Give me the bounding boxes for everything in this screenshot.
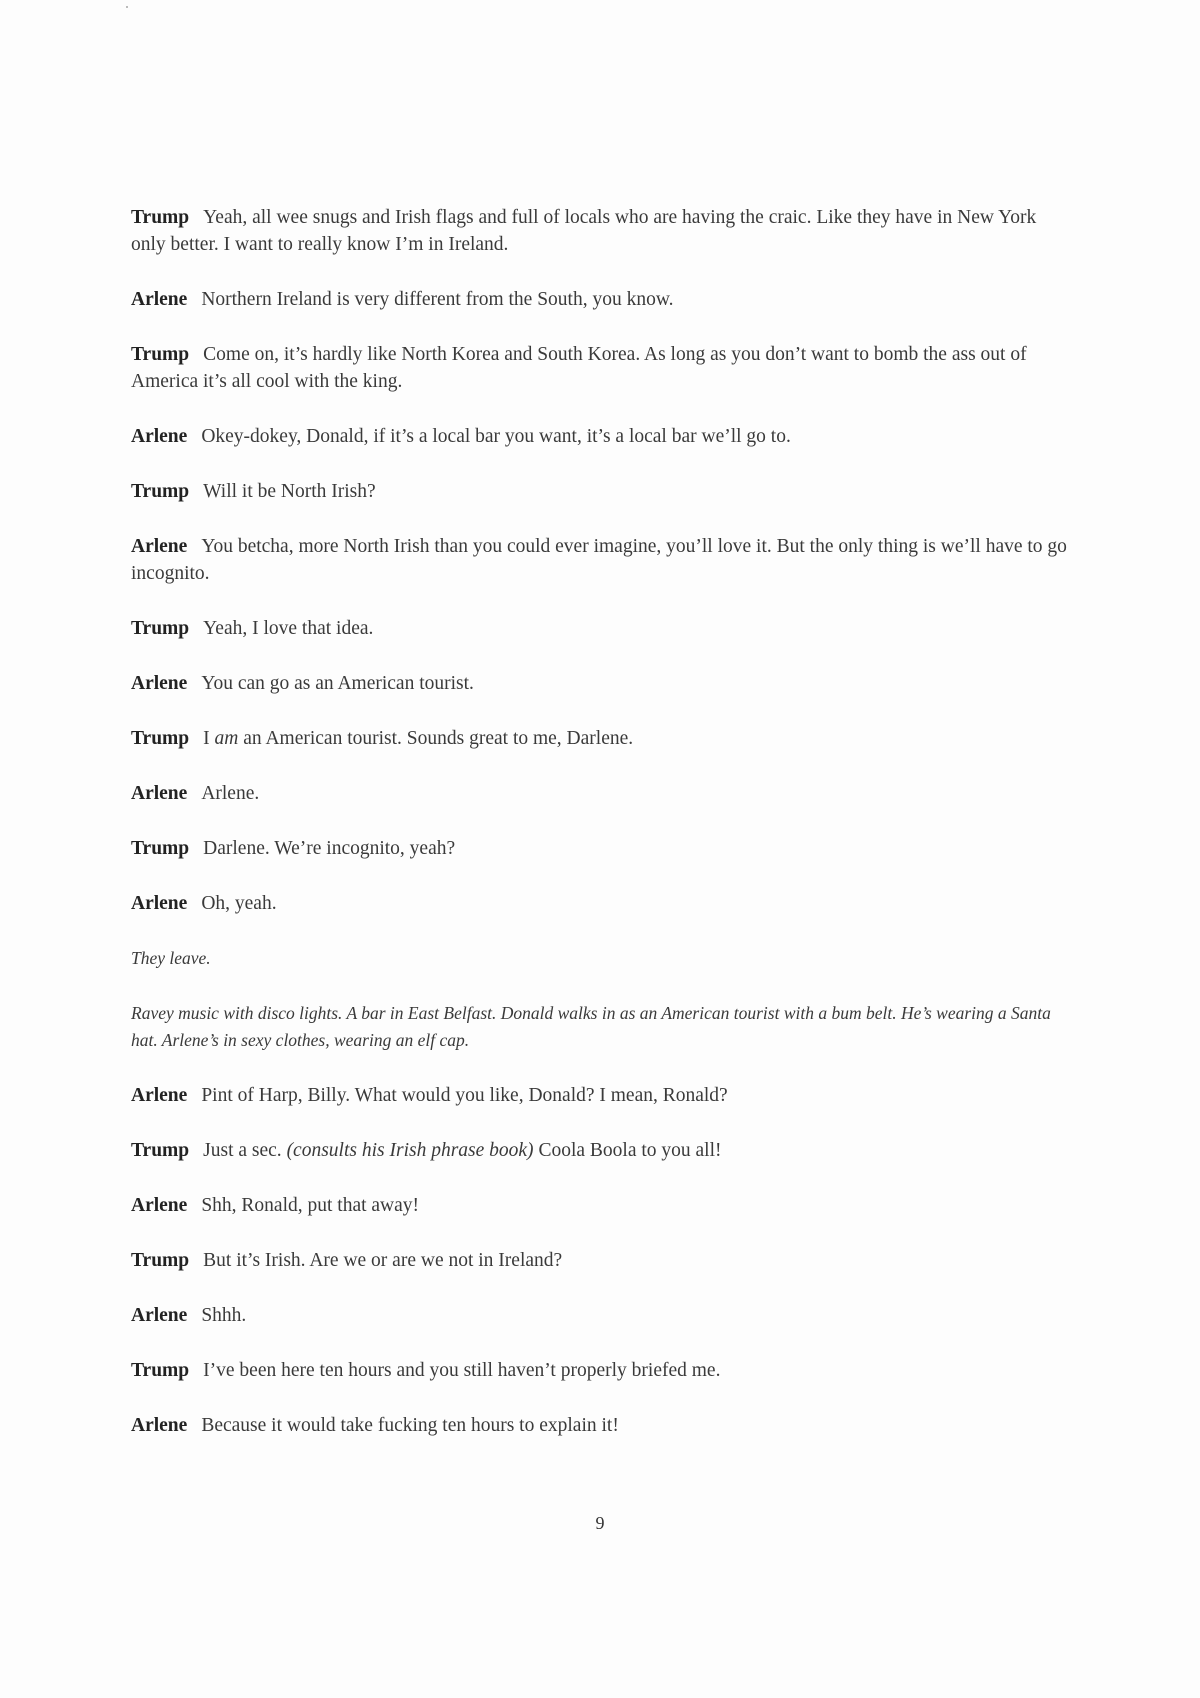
dialogue-text: Will it be North Irish? xyxy=(203,481,376,502)
dialogue-text: You can go as an American tourist. xyxy=(201,673,474,694)
dialogue-line xyxy=(131,1412,1071,1439)
speaker-name: Arlene xyxy=(131,893,188,914)
dialogue-line xyxy=(131,341,1071,395)
speaker-name: Arlene xyxy=(131,426,188,447)
speaker-name: Arlene xyxy=(131,673,188,694)
speaker-name: Trump xyxy=(131,1360,190,1381)
dialogue-line xyxy=(131,670,1071,697)
dialogue-text: Because it would take fucking ten hours to explain it! xyxy=(201,1415,619,1436)
speaker-name: Arlene xyxy=(131,1415,188,1436)
dialogue-text: Oh, yeah. xyxy=(201,893,277,914)
dialogue-text: Yeah, all wee snugs and Irish flags and full of locals who are having the craic. Like they have in New York only better. I want to really know I’m in Ireland. xyxy=(131,207,1037,255)
dialogue-text-emphasis: am xyxy=(214,728,239,749)
dialogue-text-emphasis: (consults his Irish phrase book) xyxy=(286,1140,534,1161)
dialogue-text-post: Coola Boola to you all! xyxy=(533,1140,722,1161)
dialogue-line xyxy=(131,615,1071,642)
speaker-name: Trump xyxy=(131,344,190,365)
dialogue-text: But it’s Irish. Are we or are we not in Ireland? xyxy=(203,1250,563,1271)
dialogue-text: Arlene. xyxy=(201,783,260,804)
speaker-name: Trump xyxy=(131,207,190,228)
dialogue-text: I’ve been here ten hours and you still haven’t properly briefed me. xyxy=(203,1360,721,1381)
dialogue-line xyxy=(131,780,1071,807)
speaker-name: Arlene xyxy=(131,1195,188,1216)
speaker-name: Trump xyxy=(131,728,190,749)
dialogue-text: Come on, it’s hardly like North Korea and South Korea. As long as you don’t want to bomb the ass out of America it’s all cool with the king. xyxy=(131,344,1027,392)
dialogue-line xyxy=(131,890,1071,917)
stage-direction: They leave. xyxy=(131,948,211,968)
speaker-name: Arlene xyxy=(131,1305,188,1326)
speaker-name: Trump xyxy=(131,1250,190,1271)
dialogue-line xyxy=(131,1357,1071,1384)
dialogue-line xyxy=(131,423,1071,450)
speaker-name: Trump xyxy=(131,838,190,859)
dialogue-line xyxy=(131,1192,1071,1219)
dialogue-text-pre: Just a sec. xyxy=(203,1140,287,1161)
dialogue-line xyxy=(131,1137,1071,1164)
script-body xyxy=(131,204,1071,1467)
dialogue-text: Darlene. We’re incognito, yeah? xyxy=(203,838,456,859)
dialogue-text: Shhh. xyxy=(201,1305,247,1326)
speaker-name: Arlene xyxy=(131,783,188,804)
dialogue-line xyxy=(131,1302,1071,1329)
dialogue-text-post: an American tourist. Sounds great to me, Darlene. xyxy=(238,728,634,749)
speaker-name: Trump xyxy=(131,618,190,639)
speaker-name: Arlene xyxy=(131,536,188,557)
dialogue-line xyxy=(131,1247,1071,1274)
dialogue-line xyxy=(131,725,1071,752)
speaker-name: Arlene xyxy=(131,1085,188,1106)
dialogue-line xyxy=(131,286,1071,313)
speaker-name: Trump xyxy=(131,481,190,502)
dialogue-text: Pint of Harp, Billy. What would you like, Donald? I mean, Ronald? xyxy=(201,1085,728,1106)
dialogue-text: You betcha, more North Irish than you could ever imagine, you’ll love it. But the only thing is we’ll have to go incognito. xyxy=(131,536,1067,584)
dialogue-text-pre: I xyxy=(203,728,215,749)
speaker-name: Arlene xyxy=(131,289,188,310)
dialogue-text: Yeah, I love that idea. xyxy=(203,618,374,639)
dialogue-text: Shh, Ronald, put that away! xyxy=(201,1195,420,1216)
scan-speck xyxy=(126,6,128,8)
page-number: 9 xyxy=(595,1513,605,1533)
dialogue-line xyxy=(131,478,1071,505)
dialogue-line xyxy=(131,204,1071,258)
speaker-name: Trump xyxy=(131,1140,190,1161)
dialogue-line xyxy=(131,1082,1071,1109)
dialogue-line xyxy=(131,533,1071,587)
stage-direction: Ravey music with disco lights. A bar in East Belfast. Donald walks in as an American tourist with a bum belt. He’s wearing a Santa hat. Arlene’s in sexy clothes, wearing an elf cap. xyxy=(131,1003,1051,1050)
dialogue-line xyxy=(131,835,1071,862)
dialogue-text: Okey-dokey, Donald, if it’s a local bar you want, it’s a local bar we’ll go to. xyxy=(201,426,791,447)
dialogue-text: Northern Ireland is very different from the South, you know. xyxy=(201,289,674,310)
